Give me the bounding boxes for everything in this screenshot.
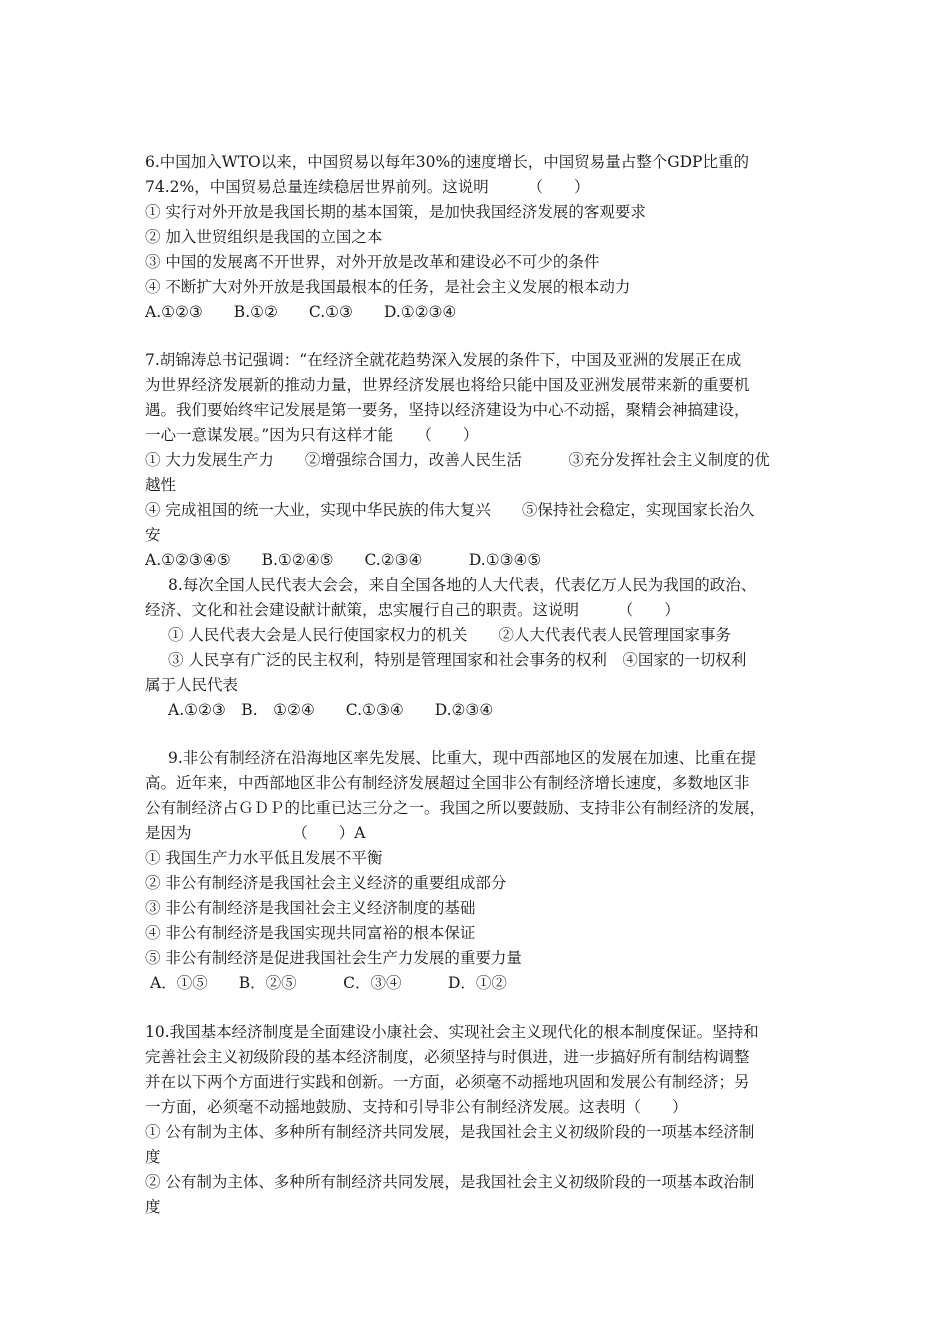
q8-stem-line-1: 8.每次全国人民代表大会会，来自全国各地的人大代表，代表亿万人民为我国的政治、 <box>168 576 757 594</box>
q9-answer-choices: A．①⑤ B．②⑤ C．③④ D．①② <box>150 974 507 992</box>
q10-option-1-cont: 度 <box>145 1148 161 1166</box>
q7-option-1: ① 大力发展生产力 ②增强综合国力，改善人民生活 ③充分发挥社会主义制度的优 <box>145 451 770 469</box>
q6-option-4: ④ 不断扩大对外开放是我国最根本的任务，是社会主义发展的根本动力 <box>145 278 631 296</box>
q9-option-5: ⑤ 非公有制经济是促进我国社会生产力发展的重要力量 <box>145 949 522 967</box>
q8-option-1: ① 人民代表大会是人民行使国家权力的机关 ②人大代表代表人民管理国家事务 <box>168 626 731 644</box>
q10-stem-line-2: 完善社会主义初级阶段的基本经济制度，必须坚持与时俱进，进一步搞好所有制结构调整 <box>145 1048 750 1066</box>
q9-stem-line-3: 公有制经济占ＧＤＰ的比重已达三分之一。我国之所以要鼓励、支持非公有制经济的发展， <box>145 799 766 817</box>
q6-stem-line-2: 74.2%，中国贸易总量连续稳居世界前列。这说明 （ ） <box>145 178 590 196</box>
q10-option-2-cont: 度 <box>145 1198 161 1216</box>
q10-stem-line-1: 10.我国基本经济制度是全面建设小康社会、实现社会主义现代化的根本制度保证。坚持和 <box>145 1023 759 1041</box>
q6-stem-line-1: 6.中国加入WTO以来，中国贸易以每年30%的速度增长，中国贸易量占整个GDP比重的 <box>145 153 749 171</box>
q9-option-3: ③ 非公有制经济是我国社会主义经济制度的基础 <box>145 899 476 917</box>
q10-option-2: ② 公有制为主体、多种所有制经济共同发展，是我国社会主义初级阶段的一项基本政治制 <box>145 1173 755 1191</box>
q9-stem-line-4: 是因为 （ ）A <box>145 824 366 842</box>
q9-option-4: ④ 非公有制经济是我国实现共同富裕的根本保证 <box>145 924 476 942</box>
q9-stem-line-1: 9.非公有制经济在沿海地区率先发展、比重大，现中西部地区的发展在加速、比重在提 <box>168 749 757 767</box>
q7-option-1-cont: 越性 <box>145 476 177 494</box>
q9-option-2: ② 非公有制经济是我国社会主义经济的重要组成部分 <box>145 874 507 892</box>
q7-option-2-cont: 安 <box>145 526 161 544</box>
q9-option-1: ① 我国生产力水平低且发展不平衡 <box>145 849 383 867</box>
q8-option-2: ③ 人民享有广泛的民主权利，特别是管理国家和社会事务的权利 ④国家的一切权利 <box>168 651 747 669</box>
q7-stem-line-2: 为世界经济发展新的推动力量，世界经济发展也将给只能中国及亚洲发展带来新的重要机 <box>145 376 750 394</box>
q10-stem-line-4: 一方面，必须毫不动摇地鼓励、支持和引导非公有制经济发展。这表明（ ） <box>145 1098 688 1116</box>
q7-stem-line-1: 7.胡锦涛总书记强调：“在经济全就花趋势深入发展的条件下，中国及亚洲的发展正在成 <box>145 351 742 369</box>
q7-stem-line-4: 一心一意谋发展。”因为只有这样才能 （ ） <box>145 426 479 444</box>
q7-option-2: ④ 完成祖国的统一大业，实现中华民族的伟大复兴 ⑤保持社会稳定，实现国家长治久 <box>145 501 755 519</box>
q6-answer-choices: A.①②③ B.①② C.①③ D.①②③④ <box>145 303 457 321</box>
q10-option-1: ① 公有制为主体、多种所有制经济共同发展，是我国社会主义初级阶段的一项基本经济制 <box>145 1123 755 1141</box>
q8-option-2-cont: 属于人民代表 <box>145 676 239 694</box>
q6-option-1: ① 实行对外开放是我国长期的基本国策，是加快我国经济发展的客观要求 <box>145 203 646 221</box>
q8-stem-line-2: 经济、文化和社会建设献计献策，忠实履行自己的职责。这说明 （ ） <box>145 601 680 619</box>
q10-stem-line-3: 并在以下两个方面进行实践和创新。一方面，必须毫不动摇地巩固和发展公有制经济；另 <box>145 1073 750 1091</box>
q8-answer-choices: A.①②③ B. ①②④ C.①③④ D.②③④ <box>168 701 494 719</box>
q7-stem-line-3: 遇。我们要始终牢记发展是第一要务，坚持以经济建设为中心不动摇，聚精会神搞建设， <box>145 401 750 419</box>
q9-stem-line-2: 高。近年来，中西部地区非公有制经济发展超过全国非公有制经济增长速度，多数地区非 <box>145 774 750 792</box>
q6-option-3: ③ 中国的发展离不开世界，对外开放是改革和建设必不可少的条件 <box>145 253 600 271</box>
q6-option-2: ② 加入世贸组织是我国的立国之本 <box>145 228 383 246</box>
q7-answer-choices: A.①②③④⑤ B.①②④⑤ C.②③④ D.①③④⑤ <box>145 551 542 569</box>
